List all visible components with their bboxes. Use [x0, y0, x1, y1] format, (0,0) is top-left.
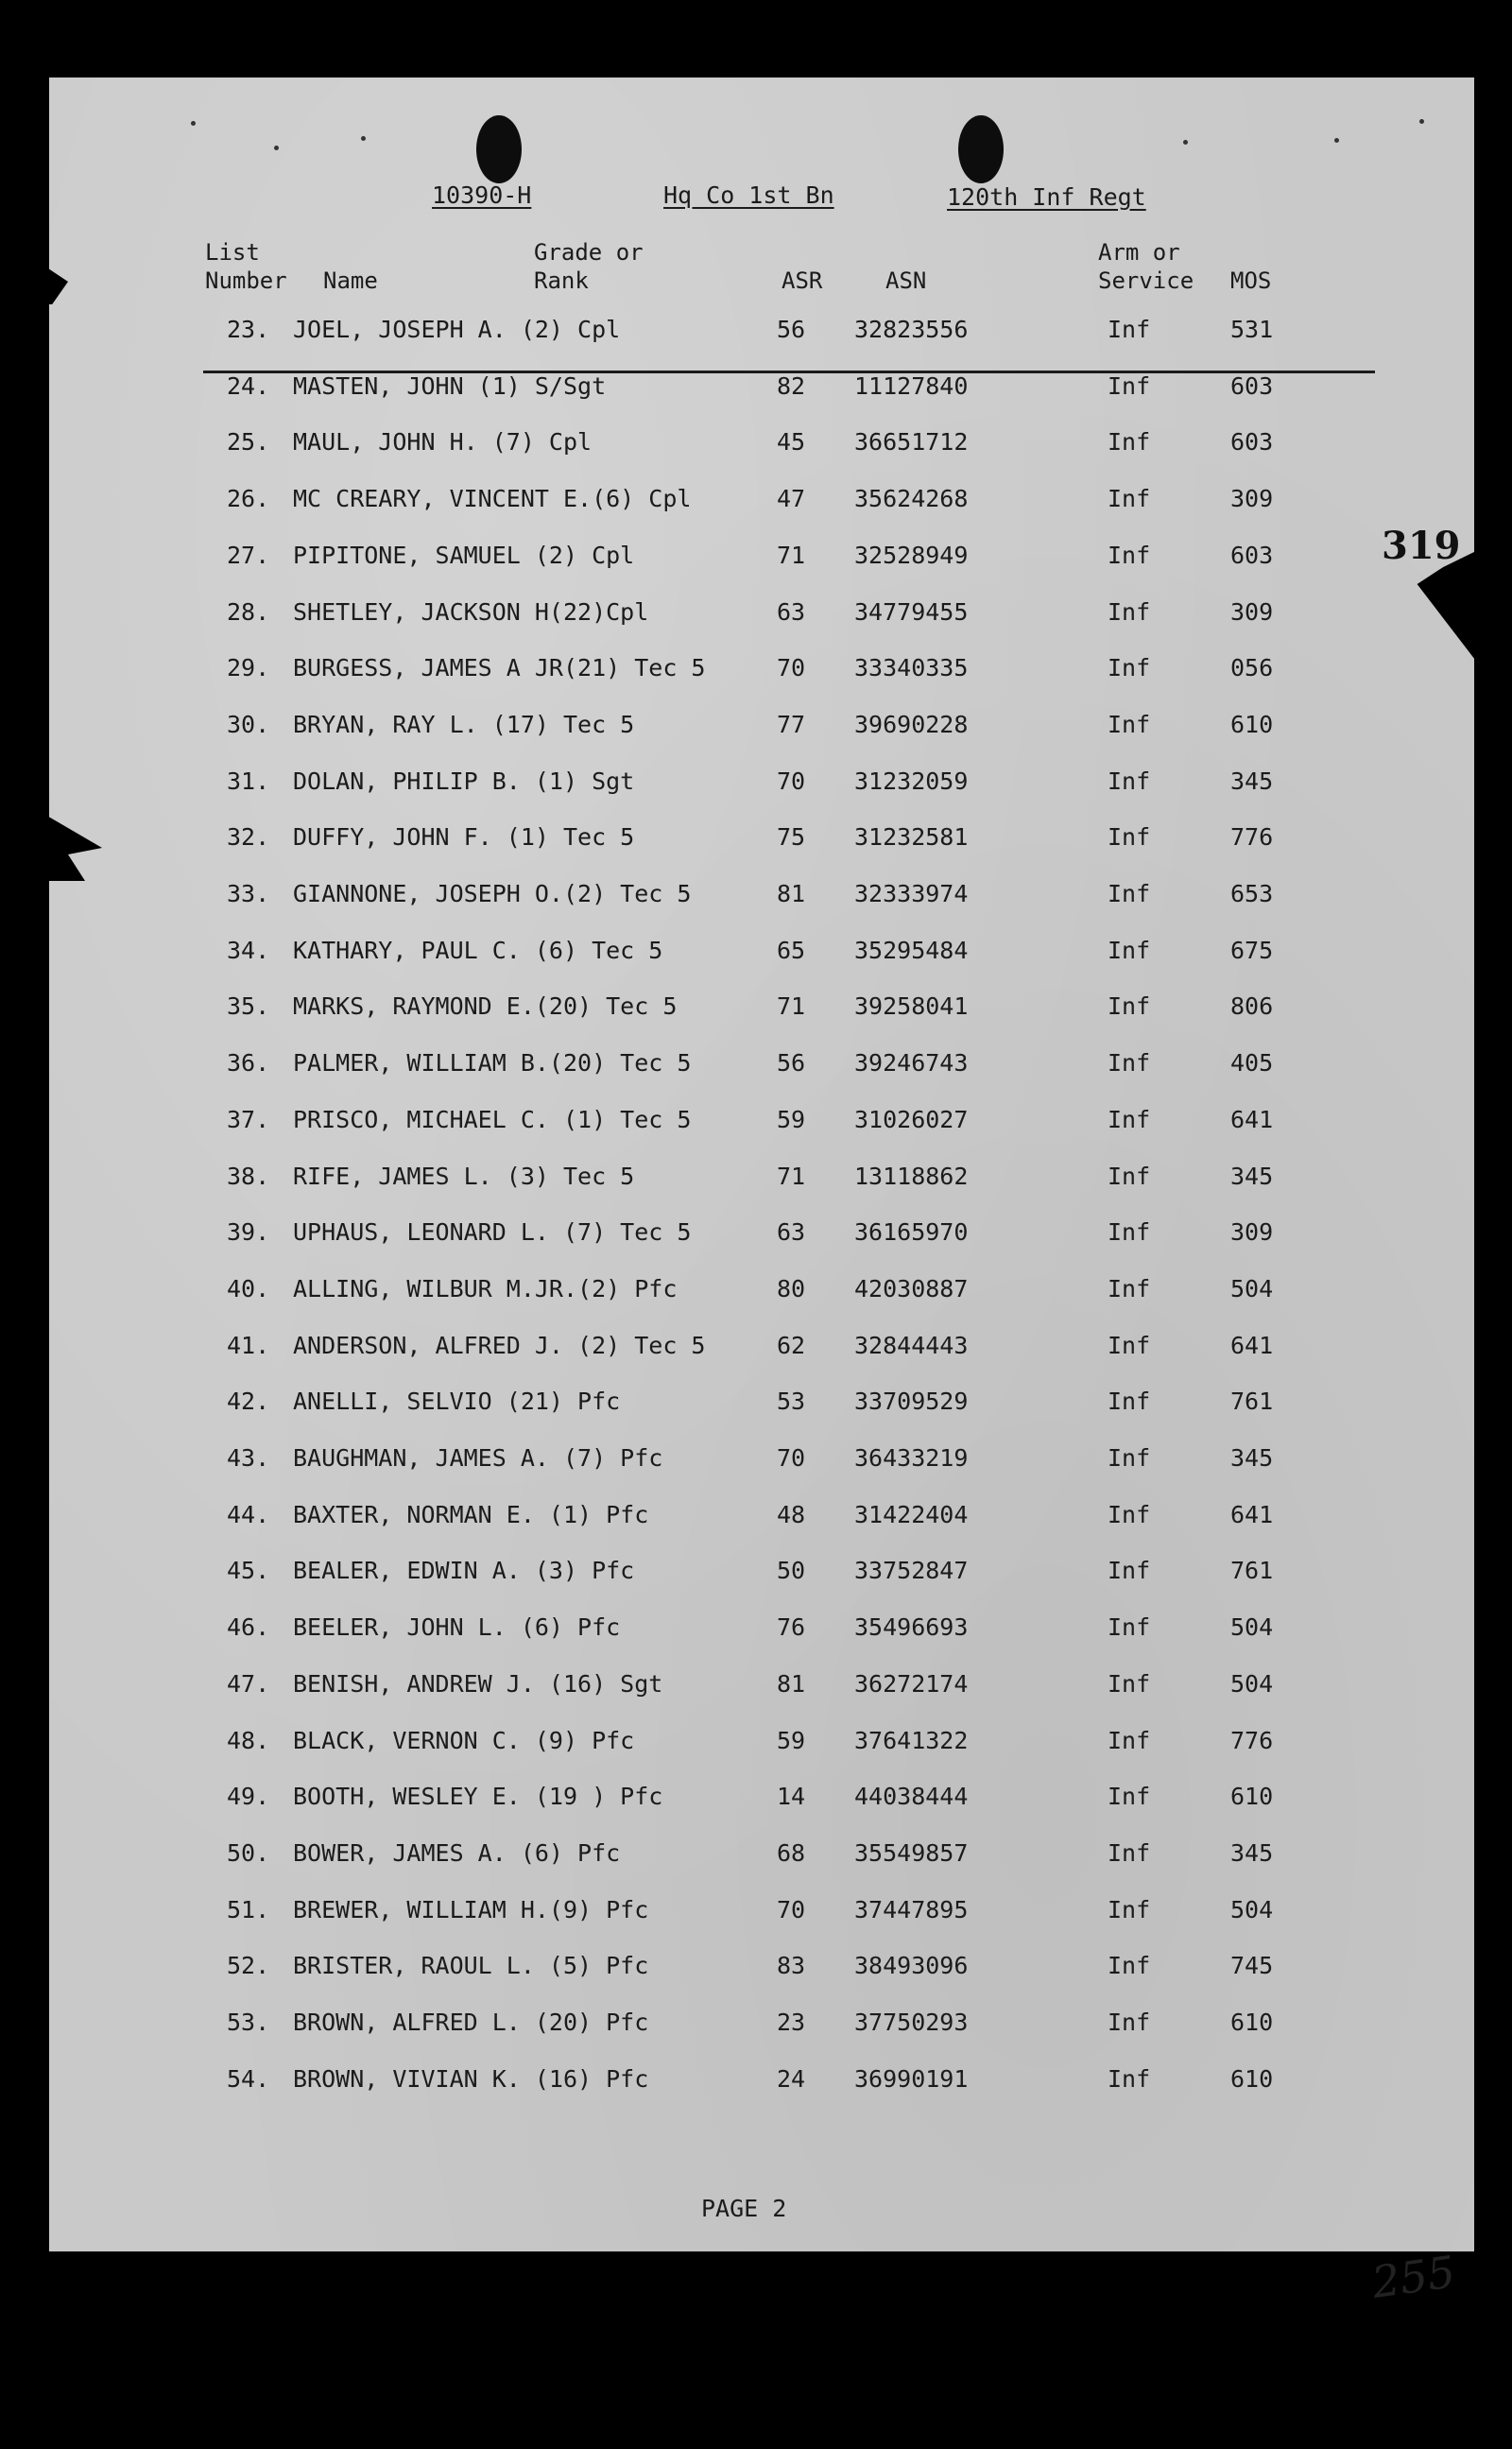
cell-mos: 504 — [1230, 1670, 1274, 1698]
cell-arm: Inf — [1108, 1783, 1151, 1810]
cell-mos: 504 — [1230, 1896, 1274, 1923]
cell-num: 49. — [227, 1783, 270, 1810]
cell-name: BROWN, VIVIAN K. (16) Pfc — [293, 2065, 649, 2093]
unit-name: Hq Co 1st Bn — [663, 181, 834, 209]
table-row — [49, 1106, 1474, 1144]
cell-name: BURGESS, JAMES A JR(21) Tec 5 — [293, 654, 706, 681]
cell-mos: 761 — [1230, 1388, 1274, 1415]
cell-mos: 675 — [1230, 937, 1274, 964]
table-row — [49, 937, 1474, 974]
cell-name: JOEL, JOSEPH A. (2) Cpl — [293, 316, 621, 343]
cell-asr: 56 — [777, 1049, 806, 1077]
cell-name: MC CREARY, VINCENT E.(6) Cpl — [293, 485, 692, 512]
cell-asr: 47 — [777, 485, 806, 512]
cell-arm: Inf — [1108, 937, 1151, 964]
cell-mos: 603 — [1230, 542, 1274, 569]
cell-asr: 76 — [777, 1613, 806, 1641]
cell-asn: 35549857 — [854, 1839, 969, 1867]
cell-mos: 309 — [1230, 598, 1274, 626]
cell-asn: 44038444 — [854, 1783, 969, 1810]
cell-mos: 309 — [1230, 1218, 1274, 1246]
cell-asr: 50 — [777, 1557, 806, 1584]
cell-mos: 309 — [1230, 485, 1274, 512]
table-row — [49, 654, 1474, 692]
ink-speck — [1183, 140, 1188, 145]
cell-asn: 11127840 — [854, 372, 969, 400]
cell-asn: 36272174 — [854, 1670, 969, 1698]
col-list-number: List Number — [205, 239, 287, 294]
cell-asn: 36990191 — [854, 2065, 969, 2093]
cell-asn: 37750293 — [854, 2009, 969, 2036]
cell-arm: Inf — [1108, 1727, 1151, 1754]
table-row — [49, 2065, 1474, 2103]
cell-asn: 38493096 — [854, 1952, 969, 1979]
cell-asr: 71 — [777, 1163, 806, 1190]
cell-num: 50. — [227, 1839, 270, 1867]
cell-mos: 531 — [1230, 316, 1274, 343]
cell-num: 52. — [227, 1952, 270, 1979]
cell-name: PIPITONE, SAMUEL (2) Cpl — [293, 542, 635, 569]
ink-speck — [191, 121, 196, 126]
cell-asr: 80 — [777, 1275, 806, 1302]
cell-arm: Inf — [1108, 1670, 1151, 1698]
cell-arm: Inf — [1108, 1388, 1151, 1415]
cell-asn: 35295484 — [854, 937, 969, 964]
cell-arm: Inf — [1108, 1952, 1151, 1979]
cell-name: GIANNONE, JOSEPH O.(2) Tec 5 — [293, 880, 692, 907]
cell-asr: 81 — [777, 880, 806, 907]
col-name: Name — [323, 267, 378, 294]
cell-num: 44. — [227, 1501, 270, 1528]
cell-arm: Inf — [1108, 1613, 1151, 1641]
cell-asn: 31232059 — [854, 767, 969, 795]
page-number: PAGE 2 — [701, 2195, 787, 2222]
ink-speck — [274, 146, 279, 150]
col-arm: Arm or Service — [1098, 239, 1194, 294]
cell-arm: Inf — [1108, 1444, 1151, 1472]
cell-asr: 82 — [777, 372, 806, 400]
cell-arm: Inf — [1108, 428, 1151, 456]
cell-asr: 70 — [777, 654, 806, 681]
col-grade: Grade or Rank — [534, 239, 644, 294]
cell-arm: Inf — [1108, 823, 1151, 851]
table-row — [49, 542, 1474, 579]
cell-num: 54. — [227, 2065, 270, 2093]
cell-asn: 33340335 — [854, 654, 969, 681]
cell-asr: 75 — [777, 823, 806, 851]
cell-arm: Inf — [1108, 711, 1151, 738]
cell-name: MASTEN, JOHN (1) S/Sgt — [293, 372, 607, 400]
cell-mos: 345 — [1230, 767, 1274, 795]
cell-asr: 71 — [777, 542, 806, 569]
table-row — [49, 767, 1474, 805]
ink-speck — [361, 136, 366, 141]
document-page — [49, 78, 1474, 2308]
cell-asr: 65 — [777, 937, 806, 964]
table-row — [49, 2009, 1474, 2046]
table-row — [49, 1275, 1474, 1313]
cell-num: 36. — [227, 1049, 270, 1077]
cell-num: 53. — [227, 2009, 270, 2036]
cell-mos: 345 — [1230, 1163, 1274, 1190]
cell-arm: Inf — [1108, 1275, 1151, 1302]
cell-name: PALMER, WILLIAM B.(20) Tec 5 — [293, 1049, 692, 1077]
cell-asn: 36165970 — [854, 1218, 969, 1246]
cell-arm: Inf — [1108, 2009, 1151, 2036]
cell-name: BROWN, ALFRED L. (20) Pfc — [293, 2009, 649, 2036]
cell-asn: 36651712 — [854, 428, 969, 456]
cell-num: 34. — [227, 937, 270, 964]
cell-asn: 32333974 — [854, 880, 969, 907]
cell-mos: 603 — [1230, 372, 1274, 400]
cell-mos: 504 — [1230, 1275, 1274, 1302]
cell-mos: 610 — [1230, 2009, 1274, 2036]
cell-asr: 45 — [777, 428, 806, 456]
cell-name: BREWER, WILLIAM H.(9) Pfc — [293, 1896, 649, 1923]
cell-asr: 83 — [777, 1952, 806, 1979]
cell-name: BAXTER, NORMAN E. (1) Pfc — [293, 1501, 649, 1528]
table-row — [49, 1163, 1474, 1200]
cell-name: ANELLI, SELVIO (21) Pfc — [293, 1388, 621, 1415]
table-row — [49, 1727, 1474, 1765]
cell-arm: Inf — [1108, 1106, 1151, 1133]
cell-asr: 70 — [777, 1896, 806, 1923]
cell-num: 24. — [227, 372, 270, 400]
cell-num: 31. — [227, 767, 270, 795]
cell-asn: 31026027 — [854, 1106, 969, 1133]
cell-asr: 70 — [777, 1444, 806, 1472]
table-row — [49, 1613, 1474, 1651]
cell-num: 41. — [227, 1332, 270, 1359]
cell-num: 38. — [227, 1163, 270, 1190]
cell-mos: 405 — [1230, 1049, 1274, 1077]
cell-mos: 610 — [1230, 711, 1274, 738]
cell-num: 33. — [227, 880, 270, 907]
table-row — [49, 1501, 1474, 1539]
table-row — [49, 1896, 1474, 1934]
cell-num: 40. — [227, 1275, 270, 1302]
stamped-number: 319 — [1382, 524, 1461, 568]
cell-arm: Inf — [1108, 1049, 1151, 1077]
table-row — [49, 1670, 1474, 1708]
cell-name: RIFE, JAMES L. (3) Tec 5 — [293, 1163, 635, 1190]
table-row — [49, 1444, 1474, 1482]
cell-num: 37. — [227, 1106, 270, 1133]
col-asn: ASN — [885, 267, 927, 294]
cell-asn: 31232581 — [854, 823, 969, 851]
table-row — [49, 1839, 1474, 1877]
cell-mos: 641 — [1230, 1501, 1274, 1528]
cell-arm: Inf — [1108, 372, 1151, 400]
cell-name: BAUGHMAN, JAMES A. (7) Pfc — [293, 1444, 663, 1472]
table-row — [49, 1218, 1474, 1256]
cell-num: 39. — [227, 1218, 270, 1246]
table-row — [49, 880, 1474, 918]
cell-mos: 806 — [1230, 992, 1274, 1020]
cell-arm: Inf — [1108, 485, 1151, 512]
cell-num: 42. — [227, 1388, 270, 1415]
col-asr: ASR — [782, 267, 823, 294]
document-id: 10390-H — [432, 181, 532, 209]
cell-asn: 36433219 — [854, 1444, 969, 1472]
cell-mos: 653 — [1230, 880, 1274, 907]
cell-arm: Inf — [1108, 542, 1151, 569]
cell-asr: 77 — [777, 711, 806, 738]
cell-name: SHETLEY, JACKSON H(22)Cpl — [293, 598, 649, 626]
cell-name: BENISH, ANDREW J. (16) Sgt — [293, 1670, 663, 1698]
cell-num: 26. — [227, 485, 270, 512]
table-row — [49, 428, 1474, 466]
cell-name: DUFFY, JOHN F. (1) Tec 5 — [293, 823, 635, 851]
table-row — [49, 711, 1474, 749]
punch-hole-right — [958, 115, 1004, 183]
cell-mos: 345 — [1230, 1444, 1274, 1472]
cell-num: 30. — [227, 711, 270, 738]
cell-arm: Inf — [1108, 1896, 1151, 1923]
cell-num: 27. — [227, 542, 270, 569]
table-row — [49, 1557, 1474, 1595]
cell-asr: 48 — [777, 1501, 806, 1528]
cell-asr: 62 — [777, 1332, 806, 1359]
cell-arm: Inf — [1108, 1557, 1151, 1584]
cell-name: BOOTH, WESLEY E. (19 ) Pfc — [293, 1783, 663, 1810]
cell-name: UPHAUS, LEONARD L. (7) Tec 5 — [293, 1218, 692, 1246]
table-row — [49, 992, 1474, 1030]
cell-num: 28. — [227, 598, 270, 626]
cell-mos: 056 — [1230, 654, 1274, 681]
cell-asn: 13118862 — [854, 1163, 969, 1190]
cell-arm: Inf — [1108, 1218, 1151, 1246]
table-row — [49, 823, 1474, 861]
cell-asr: 71 — [777, 992, 806, 1020]
table-row — [49, 316, 1474, 354]
cell-asr: 63 — [777, 598, 806, 626]
cell-asn: 31422404 — [854, 1501, 969, 1528]
cell-arm: Inf — [1108, 880, 1151, 907]
cell-asr: 59 — [777, 1727, 806, 1754]
cell-name: ALLING, WILBUR M.JR.(2) Pfc — [293, 1275, 678, 1302]
cell-asn: 35624268 — [854, 485, 969, 512]
cell-mos: 641 — [1230, 1106, 1274, 1133]
cell-asr: 23 — [777, 2009, 806, 2036]
cell-asn: 32844443 — [854, 1332, 969, 1359]
cell-num: 32. — [227, 823, 270, 851]
cell-num: 45. — [227, 1557, 270, 1584]
cell-name: BRISTER, RAOUL L. (5) Pfc — [293, 1952, 649, 1979]
cell-asr: 70 — [777, 767, 806, 795]
cell-asr: 81 — [777, 1670, 806, 1698]
cell-mos: 745 — [1230, 1952, 1274, 1979]
cell-asn: 37641322 — [854, 1727, 969, 1754]
cell-asr: 24 — [777, 2065, 806, 2093]
cell-asn: 33752847 — [854, 1557, 969, 1584]
table-row — [49, 1049, 1474, 1087]
table-row — [49, 598, 1474, 636]
cell-asn: 34779455 — [854, 598, 969, 626]
cell-asn: 37447895 — [854, 1896, 969, 1923]
cell-name: ANDERSON, ALFRED J. (2) Tec 5 — [293, 1332, 706, 1359]
cell-arm: Inf — [1108, 1163, 1151, 1190]
cell-name: KATHARY, PAUL C. (6) Tec 5 — [293, 937, 663, 964]
cell-num: 48. — [227, 1727, 270, 1754]
cell-num: 25. — [227, 428, 270, 456]
cell-arm: Inf — [1108, 767, 1151, 795]
table-row — [49, 372, 1474, 410]
torn-edge — [45, 267, 68, 304]
cell-asr: 63 — [777, 1218, 806, 1246]
col-mos: MOS — [1230, 267, 1272, 294]
cell-mos: 761 — [1230, 1557, 1274, 1584]
table-row — [49, 1952, 1474, 1990]
cell-mos: 504 — [1230, 1613, 1274, 1641]
ink-speck — [1419, 119, 1424, 124]
cell-name: BRYAN, RAY L. (17) Tec 5 — [293, 711, 635, 738]
cell-mos: 776 — [1230, 823, 1274, 851]
cell-asn: 32528949 — [854, 542, 969, 569]
cell-num: 43. — [227, 1444, 270, 1472]
cell-asn: 39690228 — [854, 711, 969, 738]
cell-name: BOWER, JAMES A. (6) Pfc — [293, 1839, 621, 1867]
cell-name: DOLAN, PHILIP B. (1) Sgt — [293, 767, 635, 795]
cell-asr: 53 — [777, 1388, 806, 1415]
cell-arm: Inf — [1108, 316, 1151, 343]
handwritten-number: 255 — [1368, 2246, 1459, 2308]
cell-asn: 39258041 — [854, 992, 969, 1020]
cell-arm: Inf — [1108, 598, 1151, 626]
ink-speck — [1334, 138, 1339, 143]
cell-name: MARKS, RAYMOND E.(20) Tec 5 — [293, 992, 678, 1020]
cell-asn: 33709529 — [854, 1388, 969, 1415]
cell-asn: 32823556 — [854, 316, 969, 343]
cell-arm: Inf — [1108, 1839, 1151, 1867]
punch-hole-left — [476, 115, 522, 183]
cell-num: 51. — [227, 1896, 270, 1923]
cell-asr: 14 — [777, 1783, 806, 1810]
cell-asr: 56 — [777, 316, 806, 343]
cell-num: 47. — [227, 1670, 270, 1698]
cell-mos: 610 — [1230, 1783, 1274, 1810]
cell-name: PRISCO, MICHAEL C. (1) Tec 5 — [293, 1106, 692, 1133]
cell-asn: 35496693 — [854, 1613, 969, 1641]
cell-asr: 59 — [777, 1106, 806, 1133]
cell-arm: Inf — [1108, 2065, 1151, 2093]
cell-num: 29. — [227, 654, 270, 681]
cell-asn: 42030887 — [854, 1275, 969, 1302]
cell-num: 46. — [227, 1613, 270, 1641]
cell-mos: 610 — [1230, 2065, 1274, 2093]
table-row — [49, 1332, 1474, 1370]
cell-name: BEALER, EDWIN A. (3) Pfc — [293, 1557, 635, 1584]
regiment-name: 120th Inf Regt — [947, 183, 1146, 211]
table-row — [49, 485, 1474, 523]
cell-mos: 641 — [1230, 1332, 1274, 1359]
cell-arm: Inf — [1108, 1332, 1151, 1359]
cell-num: 35. — [227, 992, 270, 1020]
cell-name: BEELER, JOHN L. (6) Pfc — [293, 1613, 621, 1641]
table-row — [49, 1388, 1474, 1425]
cell-arm: Inf — [1108, 654, 1151, 681]
cell-arm: Inf — [1108, 1501, 1151, 1528]
cell-mos: 345 — [1230, 1839, 1274, 1867]
cell-asr: 68 — [777, 1839, 806, 1867]
cell-mos: 776 — [1230, 1727, 1274, 1754]
cell-name: BLACK, VERNON C. (9) Pfc — [293, 1727, 635, 1754]
cell-arm: Inf — [1108, 992, 1151, 1020]
table-row — [49, 1783, 1474, 1820]
cell-asn: 39246743 — [854, 1049, 969, 1077]
cell-mos: 603 — [1230, 428, 1274, 456]
cell-name: MAUL, JOHN H. (7) Cpl — [293, 428, 593, 456]
cell-num: 23. — [227, 316, 270, 343]
